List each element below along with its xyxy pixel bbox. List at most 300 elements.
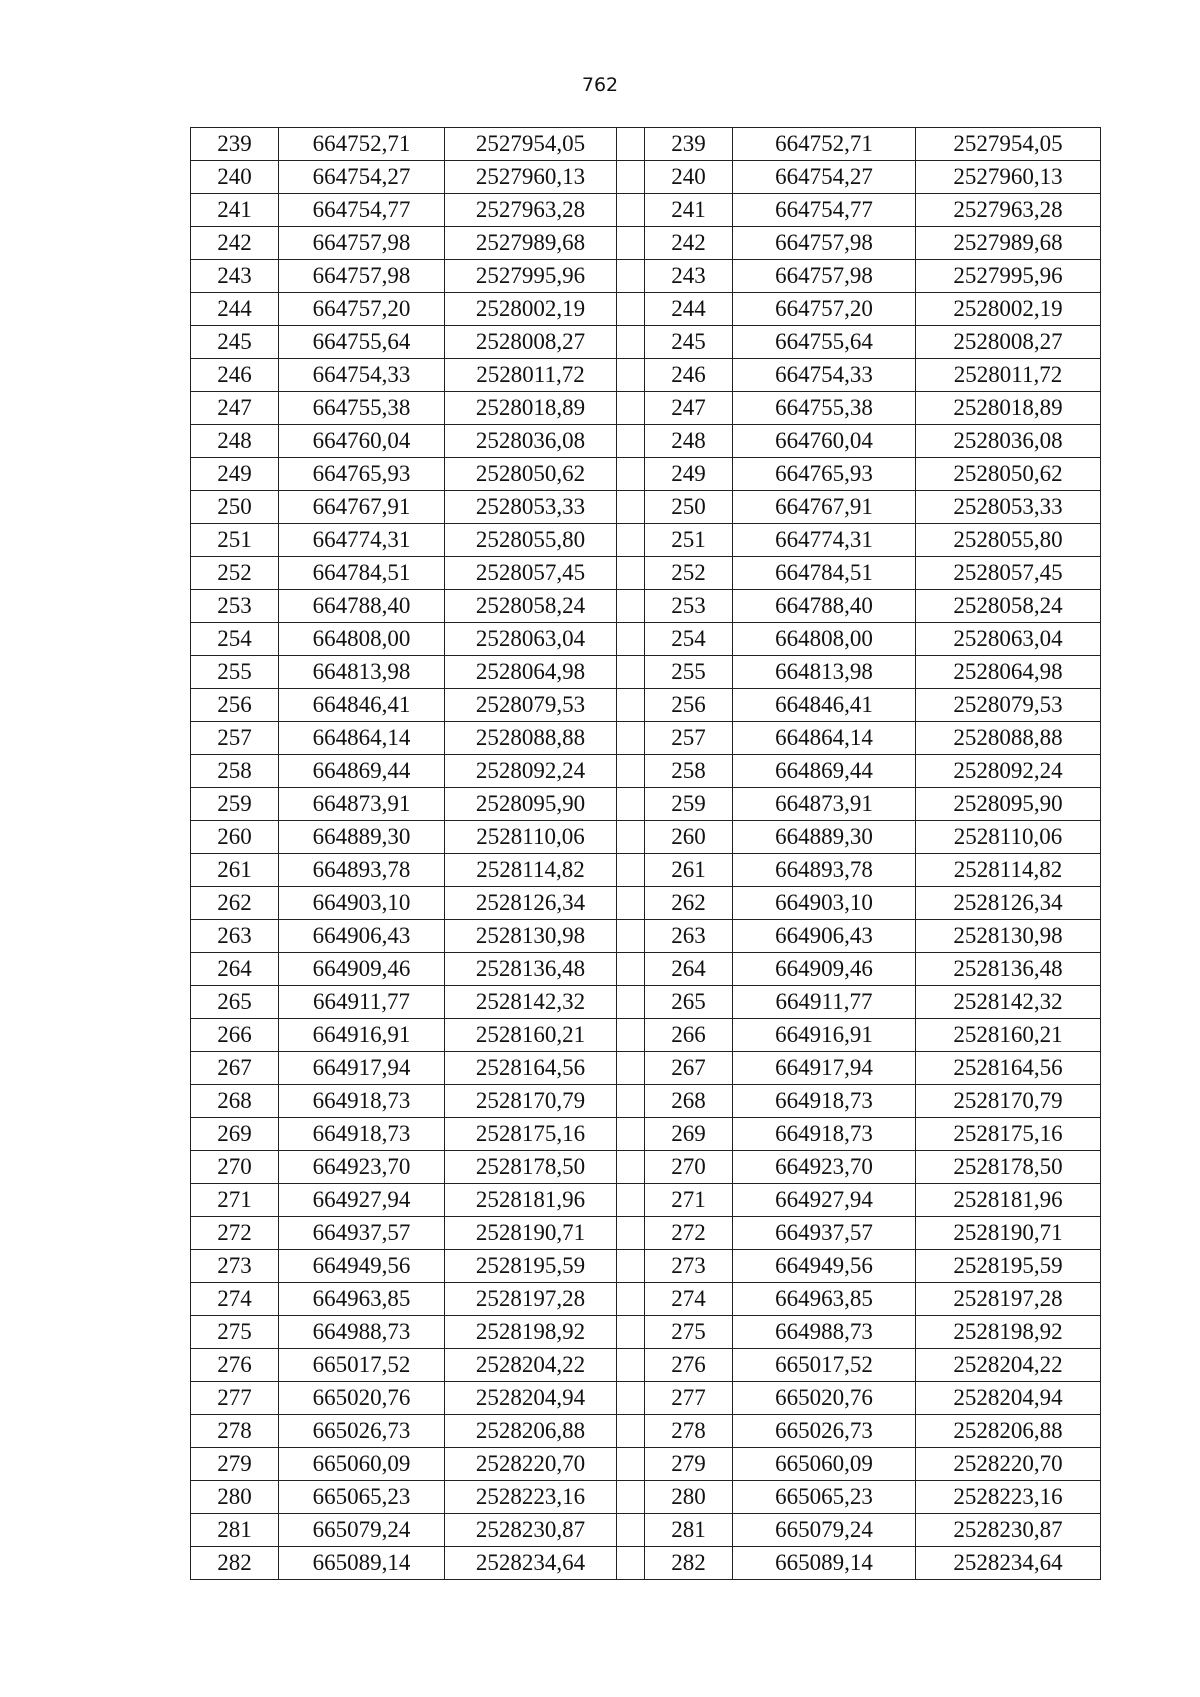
x-coordinate-left: 665020,76 — [279, 1382, 445, 1415]
point-number-right: 277 — [645, 1382, 733, 1415]
y-coordinate-right: 2528195,59 — [916, 1250, 1101, 1283]
table-row — [191, 1349, 1101, 1382]
point-number-left: 263 — [191, 920, 279, 953]
y-coordinate-left: 2528204,22 — [445, 1349, 617, 1382]
y-coordinate-right: 2527989,68 — [916, 227, 1101, 260]
point-number-left: 249 — [191, 458, 279, 491]
spacer-cell — [617, 953, 645, 986]
table-row — [191, 953, 1101, 986]
table-row — [191, 1547, 1101, 1580]
table-row — [191, 986, 1101, 1019]
y-coordinate-left: 2528178,50 — [445, 1151, 617, 1184]
table-row — [191, 392, 1101, 425]
point-number-left: 239 — [191, 128, 279, 161]
point-number-left: 266 — [191, 1019, 279, 1052]
y-coordinate-right: 2528008,27 — [916, 326, 1101, 359]
table-row — [191, 590, 1101, 623]
point-number-left: 277 — [191, 1382, 279, 1415]
x-coordinate-left: 664757,98 — [279, 260, 445, 293]
point-number-right: 253 — [645, 590, 733, 623]
spacer-cell — [617, 326, 645, 359]
spacer-cell — [617, 194, 645, 227]
spacer-cell — [617, 986, 645, 1019]
spacer-cell — [617, 1019, 645, 1052]
y-coordinate-left: 2528230,87 — [445, 1514, 617, 1547]
x-coordinate-right: 664757,98 — [733, 260, 916, 293]
spacer-cell — [617, 227, 645, 260]
point-number-right: 255 — [645, 656, 733, 689]
point-number-left: 241 — [191, 194, 279, 227]
y-coordinate-right: 2528164,56 — [916, 1052, 1101, 1085]
point-number-right: 269 — [645, 1118, 733, 1151]
x-coordinate-right: 664916,91 — [733, 1019, 916, 1052]
point-number-right: 282 — [645, 1547, 733, 1580]
spacer-cell — [617, 1151, 645, 1184]
y-coordinate-left: 2527995,96 — [445, 260, 617, 293]
y-coordinate-right: 2528197,28 — [916, 1283, 1101, 1316]
y-coordinate-left: 2528064,98 — [445, 656, 617, 689]
x-coordinate-left: 664808,00 — [279, 623, 445, 656]
table-row — [191, 458, 1101, 491]
y-coordinate-left: 2528053,33 — [445, 491, 617, 524]
y-coordinate-right: 2528175,16 — [916, 1118, 1101, 1151]
point-number-right: 247 — [645, 392, 733, 425]
x-coordinate-left: 664916,91 — [279, 1019, 445, 1052]
spacer-cell — [617, 359, 645, 392]
y-coordinate-right: 2528130,98 — [916, 920, 1101, 953]
spacer-cell — [617, 623, 645, 656]
point-number-left: 255 — [191, 656, 279, 689]
y-coordinate-right: 2528204,94 — [916, 1382, 1101, 1415]
point-number-left: 269 — [191, 1118, 279, 1151]
y-coordinate-left: 2528110,06 — [445, 821, 617, 854]
spacer-cell — [617, 788, 645, 821]
table-row — [191, 1250, 1101, 1283]
table-row — [191, 1481, 1101, 1514]
point-number-left: 275 — [191, 1316, 279, 1349]
point-number-left: 276 — [191, 1349, 279, 1382]
x-coordinate-right: 664889,30 — [733, 821, 916, 854]
spacer-cell — [617, 1547, 645, 1580]
table-row — [191, 1217, 1101, 1250]
y-coordinate-left: 2528079,53 — [445, 689, 617, 722]
point-number-right: 258 — [645, 755, 733, 788]
y-coordinate-left: 2528095,90 — [445, 788, 617, 821]
y-coordinate-right: 2528002,19 — [916, 293, 1101, 326]
spacer-cell — [617, 1184, 645, 1217]
table-row — [191, 359, 1101, 392]
spacer-cell — [617, 425, 645, 458]
y-coordinate-left: 2528057,45 — [445, 557, 617, 590]
x-coordinate-right: 664754,77 — [733, 194, 916, 227]
table-row — [191, 524, 1101, 557]
y-coordinate-right: 2528204,22 — [916, 1349, 1101, 1382]
spacer-cell — [617, 1415, 645, 1448]
point-number-right: 256 — [645, 689, 733, 722]
spacer-cell — [617, 458, 645, 491]
table-row — [191, 1514, 1101, 1547]
y-coordinate-right: 2528079,53 — [916, 689, 1101, 722]
y-coordinate-right: 2528088,88 — [916, 722, 1101, 755]
x-coordinate-right: 664757,20 — [733, 293, 916, 326]
point-number-left: 274 — [191, 1283, 279, 1316]
point-number-left: 254 — [191, 623, 279, 656]
y-coordinate-left: 2528063,04 — [445, 623, 617, 656]
point-number-right: 278 — [645, 1415, 733, 1448]
x-coordinate-right: 664754,27 — [733, 161, 916, 194]
y-coordinate-left: 2528220,70 — [445, 1448, 617, 1481]
x-coordinate-left: 664784,51 — [279, 557, 445, 590]
point-number-right: 242 — [645, 227, 733, 260]
y-coordinate-right: 2528114,82 — [916, 854, 1101, 887]
spacer-cell — [617, 1052, 645, 1085]
point-number-right: 246 — [645, 359, 733, 392]
y-coordinate-right: 2528036,08 — [916, 425, 1101, 458]
point-number-left: 281 — [191, 1514, 279, 1547]
y-coordinate-right: 2528018,89 — [916, 392, 1101, 425]
point-number-right: 244 — [645, 293, 733, 326]
point-number-left: 251 — [191, 524, 279, 557]
point-number-right: 265 — [645, 986, 733, 1019]
x-coordinate-left: 665079,24 — [279, 1514, 445, 1547]
point-number-left: 240 — [191, 161, 279, 194]
point-number-right: 245 — [645, 326, 733, 359]
table-row — [191, 128, 1101, 161]
y-coordinate-left: 2528197,28 — [445, 1283, 617, 1316]
y-coordinate-left: 2528223,16 — [445, 1481, 617, 1514]
table-row — [191, 689, 1101, 722]
point-number-right: 243 — [645, 260, 733, 293]
y-coordinate-left: 2528088,88 — [445, 722, 617, 755]
x-coordinate-right: 665020,76 — [733, 1382, 916, 1415]
y-coordinate-left: 2528055,80 — [445, 524, 617, 557]
y-coordinate-right: 2528055,80 — [916, 524, 1101, 557]
point-number-right: 248 — [645, 425, 733, 458]
point-number-left: 264 — [191, 953, 279, 986]
point-number-left: 250 — [191, 491, 279, 524]
y-coordinate-left: 2528181,96 — [445, 1184, 617, 1217]
point-number-right: 280 — [645, 1481, 733, 1514]
table-row — [191, 326, 1101, 359]
table-row — [191, 1415, 1101, 1448]
y-coordinate-left: 2528160,21 — [445, 1019, 617, 1052]
y-coordinate-left: 2528114,82 — [445, 854, 617, 887]
table-row — [191, 227, 1101, 260]
table-row — [191, 656, 1101, 689]
x-coordinate-left: 664906,43 — [279, 920, 445, 953]
x-coordinate-right: 664988,73 — [733, 1316, 916, 1349]
point-number-right: 261 — [645, 854, 733, 887]
x-coordinate-right: 664903,10 — [733, 887, 916, 920]
x-coordinate-right: 664813,98 — [733, 656, 916, 689]
y-coordinate-left: 2528136,48 — [445, 953, 617, 986]
table-row — [191, 623, 1101, 656]
x-coordinate-left: 664767,91 — [279, 491, 445, 524]
y-coordinate-left: 2528126,34 — [445, 887, 617, 920]
point-number-left: 260 — [191, 821, 279, 854]
point-number-left: 253 — [191, 590, 279, 623]
table-row — [191, 1382, 1101, 1415]
y-coordinate-left: 2527960,13 — [445, 161, 617, 194]
point-number-right: 254 — [645, 623, 733, 656]
x-coordinate-left: 664911,77 — [279, 986, 445, 1019]
spacer-cell — [617, 887, 645, 920]
table-row — [191, 920, 1101, 953]
spacer-cell — [617, 656, 645, 689]
x-coordinate-right: 664873,91 — [733, 788, 916, 821]
x-coordinate-right: 664917,94 — [733, 1052, 916, 1085]
x-coordinate-left: 664918,73 — [279, 1085, 445, 1118]
x-coordinate-right: 664784,51 — [733, 557, 916, 590]
x-coordinate-left: 665017,52 — [279, 1349, 445, 1382]
y-coordinate-right: 2528053,33 — [916, 491, 1101, 524]
x-coordinate-left: 664903,10 — [279, 887, 445, 920]
point-number-left: 282 — [191, 1547, 279, 1580]
y-coordinate-left: 2528130,98 — [445, 920, 617, 953]
point-number-left: 270 — [191, 1151, 279, 1184]
x-coordinate-left: 664988,73 — [279, 1316, 445, 1349]
x-coordinate-left: 664788,40 — [279, 590, 445, 623]
y-coordinate-left: 2528036,08 — [445, 425, 617, 458]
x-coordinate-right: 664949,56 — [733, 1250, 916, 1283]
x-coordinate-left: 664893,78 — [279, 854, 445, 887]
spacer-cell — [617, 590, 645, 623]
point-number-right: 260 — [645, 821, 733, 854]
x-coordinate-left: 664760,04 — [279, 425, 445, 458]
y-coordinate-right: 2528181,96 — [916, 1184, 1101, 1217]
point-number-left: 258 — [191, 755, 279, 788]
spacer-cell — [617, 491, 645, 524]
point-number-right: 241 — [645, 194, 733, 227]
y-coordinate-right: 2528178,50 — [916, 1151, 1101, 1184]
point-number-right: 275 — [645, 1316, 733, 1349]
point-number-left: 272 — [191, 1217, 279, 1250]
x-coordinate-left: 664864,14 — [279, 722, 445, 755]
point-number-left: 279 — [191, 1448, 279, 1481]
y-coordinate-right: 2528136,48 — [916, 953, 1101, 986]
point-number-left: 280 — [191, 1481, 279, 1514]
x-coordinate-right: 665026,73 — [733, 1415, 916, 1448]
y-coordinate-left: 2527954,05 — [445, 128, 617, 161]
point-number-right: 266 — [645, 1019, 733, 1052]
table-row — [191, 887, 1101, 920]
spacer-cell — [617, 293, 645, 326]
y-coordinate-left: 2528092,24 — [445, 755, 617, 788]
spacer-cell — [617, 1514, 645, 1547]
x-coordinate-left: 664873,91 — [279, 788, 445, 821]
point-number-right: 252 — [645, 557, 733, 590]
x-coordinate-left: 664813,98 — [279, 656, 445, 689]
point-number-right: 272 — [645, 1217, 733, 1250]
point-number-right: 281 — [645, 1514, 733, 1547]
y-coordinate-left: 2528198,92 — [445, 1316, 617, 1349]
point-number-right: 279 — [645, 1448, 733, 1481]
y-coordinate-right: 2528170,79 — [916, 1085, 1101, 1118]
table-row — [191, 821, 1101, 854]
coordinates-table — [190, 127, 1101, 1580]
x-coordinate-left: 664755,64 — [279, 326, 445, 359]
point-number-left: 267 — [191, 1052, 279, 1085]
table-row — [191, 194, 1101, 227]
y-coordinate-left: 2528164,56 — [445, 1052, 617, 1085]
x-coordinate-right: 664923,70 — [733, 1151, 916, 1184]
spacer-cell — [617, 1382, 645, 1415]
table-row — [191, 260, 1101, 293]
y-coordinate-right: 2528190,71 — [916, 1217, 1101, 1250]
table-row — [191, 491, 1101, 524]
x-coordinate-left: 665089,14 — [279, 1547, 445, 1580]
x-coordinate-right: 664918,73 — [733, 1085, 916, 1118]
y-coordinate-left: 2528002,19 — [445, 293, 617, 326]
table-row — [191, 788, 1101, 821]
point-number-right: 274 — [645, 1283, 733, 1316]
table-row — [191, 1019, 1101, 1052]
x-coordinate-left: 664754,33 — [279, 359, 445, 392]
x-coordinate-right: 664963,85 — [733, 1283, 916, 1316]
x-coordinate-right: 664755,64 — [733, 326, 916, 359]
spacer-cell — [617, 128, 645, 161]
x-coordinate-right: 664760,04 — [733, 425, 916, 458]
spacer-cell — [617, 1283, 645, 1316]
point-number-right: 239 — [645, 128, 733, 161]
spacer-cell — [617, 1250, 645, 1283]
y-coordinate-right: 2528058,24 — [916, 590, 1101, 623]
x-coordinate-right: 664774,31 — [733, 524, 916, 557]
x-coordinate-left: 664937,57 — [279, 1217, 445, 1250]
point-number-right: 276 — [645, 1349, 733, 1382]
table-row — [191, 1151, 1101, 1184]
point-number-left: 262 — [191, 887, 279, 920]
point-number-left: 268 — [191, 1085, 279, 1118]
y-coordinate-right: 2528110,06 — [916, 821, 1101, 854]
y-coordinate-right: 2528234,64 — [916, 1547, 1101, 1580]
y-coordinate-right: 2527960,13 — [916, 161, 1101, 194]
x-coordinate-left: 664754,27 — [279, 161, 445, 194]
x-coordinate-right: 665060,09 — [733, 1448, 916, 1481]
y-coordinate-right: 2527954,05 — [916, 128, 1101, 161]
x-coordinate-left: 664755,38 — [279, 392, 445, 425]
y-coordinate-right: 2528198,92 — [916, 1316, 1101, 1349]
y-coordinate-left: 2528234,64 — [445, 1547, 617, 1580]
y-coordinate-right: 2528142,32 — [916, 986, 1101, 1019]
x-coordinate-right: 664869,44 — [733, 755, 916, 788]
x-coordinate-left: 664754,77 — [279, 194, 445, 227]
table-row — [191, 1316, 1101, 1349]
table-row — [191, 1283, 1101, 1316]
point-number-left: 244 — [191, 293, 279, 326]
y-coordinate-left: 2528175,16 — [445, 1118, 617, 1151]
y-coordinate-left: 2528170,79 — [445, 1085, 617, 1118]
x-coordinate-right: 664754,33 — [733, 359, 916, 392]
point-number-right: 250 — [645, 491, 733, 524]
y-coordinate-left: 2528195,59 — [445, 1250, 617, 1283]
y-coordinate-right: 2528095,90 — [916, 788, 1101, 821]
x-coordinate-right: 664927,94 — [733, 1184, 916, 1217]
coordinates-table-body — [191, 128, 1101, 1580]
y-coordinate-right: 2528230,87 — [916, 1514, 1101, 1547]
point-number-left: 245 — [191, 326, 279, 359]
y-coordinate-left: 2528018,89 — [445, 392, 617, 425]
point-number-left: 265 — [191, 986, 279, 1019]
table-row — [191, 557, 1101, 590]
x-coordinate-left: 664923,70 — [279, 1151, 445, 1184]
x-coordinate-right: 664909,46 — [733, 953, 916, 986]
x-coordinate-right: 665079,24 — [733, 1514, 916, 1547]
x-coordinate-left: 665065,23 — [279, 1481, 445, 1514]
spacer-cell — [617, 1481, 645, 1514]
spacer-cell — [617, 821, 645, 854]
x-coordinate-right: 664918,73 — [733, 1118, 916, 1151]
point-number-left: 256 — [191, 689, 279, 722]
point-number-left: 271 — [191, 1184, 279, 1217]
point-number-right: 267 — [645, 1052, 733, 1085]
x-coordinate-left: 664949,56 — [279, 1250, 445, 1283]
x-coordinate-right: 664767,91 — [733, 491, 916, 524]
x-coordinate-right: 664765,93 — [733, 458, 916, 491]
table-row — [191, 1184, 1101, 1217]
table-row — [191, 1085, 1101, 1118]
y-coordinate-left: 2528058,24 — [445, 590, 617, 623]
page-number: 762 — [581, 74, 619, 96]
x-coordinate-left: 664757,20 — [279, 293, 445, 326]
y-coordinate-right: 2528050,62 — [916, 458, 1101, 491]
table-row — [191, 293, 1101, 326]
x-coordinate-left: 664963,85 — [279, 1283, 445, 1316]
table-row — [191, 722, 1101, 755]
table-row — [191, 854, 1101, 887]
point-number-right: 259 — [645, 788, 733, 821]
table-row — [191, 1052, 1101, 1085]
x-coordinate-left: 664774,31 — [279, 524, 445, 557]
spacer-cell — [617, 161, 645, 194]
point-number-left: 252 — [191, 557, 279, 590]
point-number-left: 257 — [191, 722, 279, 755]
y-coordinate-right: 2528011,72 — [916, 359, 1101, 392]
spacer-cell — [617, 755, 645, 788]
table-row — [191, 1448, 1101, 1481]
point-number-left: 259 — [191, 788, 279, 821]
point-number-right: 268 — [645, 1085, 733, 1118]
x-coordinate-left: 664918,73 — [279, 1118, 445, 1151]
x-coordinate-left: 664909,46 — [279, 953, 445, 986]
y-coordinate-right: 2528063,04 — [916, 623, 1101, 656]
y-coordinate-right: 2528206,88 — [916, 1415, 1101, 1448]
x-coordinate-right: 665017,52 — [733, 1349, 916, 1382]
x-coordinate-left: 664927,94 — [279, 1184, 445, 1217]
table-row — [191, 425, 1101, 458]
x-coordinate-right: 664752,71 — [733, 128, 916, 161]
spacer-cell — [617, 392, 645, 425]
x-coordinate-left: 664752,71 — [279, 128, 445, 161]
point-number-right: 249 — [645, 458, 733, 491]
table-row — [191, 161, 1101, 194]
spacer-cell — [617, 722, 645, 755]
y-coordinate-left: 2528142,32 — [445, 986, 617, 1019]
y-coordinate-right: 2528092,24 — [916, 755, 1101, 788]
x-coordinate-left: 665060,09 — [279, 1448, 445, 1481]
x-coordinate-right: 664864,14 — [733, 722, 916, 755]
x-coordinate-right: 664755,38 — [733, 392, 916, 425]
x-coordinate-right: 664937,57 — [733, 1217, 916, 1250]
spacer-cell — [617, 1118, 645, 1151]
point-number-right: 262 — [645, 887, 733, 920]
y-coordinate-right: 2528220,70 — [916, 1448, 1101, 1481]
x-coordinate-right: 665089,14 — [733, 1547, 916, 1580]
y-coordinate-right: 2527963,28 — [916, 194, 1101, 227]
point-number-left: 261 — [191, 854, 279, 887]
spacer-cell — [617, 524, 645, 557]
y-coordinate-left: 2528011,72 — [445, 359, 617, 392]
